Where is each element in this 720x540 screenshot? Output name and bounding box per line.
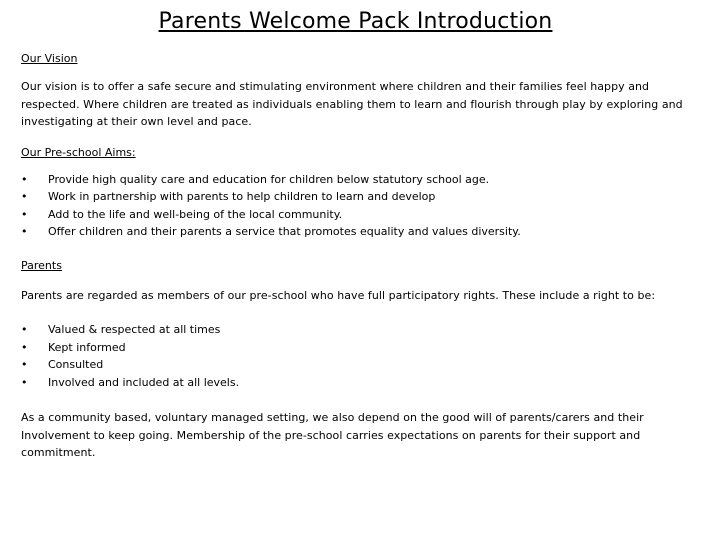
list-item bbox=[21, 206, 690, 224]
aims-heading: Our Pre-school Aims: bbox=[21, 145, 136, 159]
list-item-text: Consulted bbox=[48, 358, 104, 371]
list-item bbox=[21, 374, 690, 392]
list-item-text: Provide high quality care and education for children below statutory school age. bbox=[48, 172, 490, 186]
bullet-icon: • bbox=[21, 358, 28, 371]
list-item bbox=[21, 223, 690, 241]
bullet-icon: • bbox=[21, 190, 28, 203]
bullet-icon: • bbox=[21, 207, 28, 221]
bullet-icon: • bbox=[21, 340, 28, 354]
list-item bbox=[21, 356, 690, 374]
list-item-text: Involved and included at all levels. bbox=[48, 375, 240, 389]
rights-list bbox=[21, 321, 690, 391]
list-item-text: Add to the life and well-being of the local community. bbox=[48, 207, 343, 221]
list-item-text: Work in partnership with parents to help children to learn and develop bbox=[48, 190, 436, 203]
vision-paragraph: Our vision is to offer a safe secure and stimulating environment where children and their families feel happy and respected. Where children are treated as individuals enabling them to learn and flourish through play by exploring and investigating at their own level and pace. bbox=[21, 80, 683, 128]
vision-heading: Our Vision bbox=[21, 52, 78, 65]
list-item bbox=[21, 171, 690, 189]
list-item bbox=[21, 188, 690, 206]
list-item-text: Offer children and their parents a service that promotes equality and values diversity. bbox=[48, 225, 521, 238]
bullet-icon: • bbox=[21, 375, 28, 389]
parents-intro-paragraph: Parents are regarded as members of our pre-school who have full participatory rights. These include a right to be: bbox=[21, 288, 656, 302]
closing-paragraph: As a community based, voluntary managed setting, we also depend on the good will of parents/carers and their Involvement to keep going. Membership of the pre-school carries expectations on parents for their support and commitment. bbox=[21, 411, 644, 459]
aims-list bbox=[21, 171, 690, 241]
bullet-icon: • bbox=[21, 225, 28, 238]
list-item-text: Kept informed bbox=[48, 340, 126, 354]
list-item bbox=[21, 321, 690, 339]
bullet-icon: • bbox=[21, 172, 28, 186]
list-item-text: Valued & respected at all times bbox=[48, 323, 221, 336]
parents-heading: Parents bbox=[21, 258, 62, 272]
bullet-icon: • bbox=[21, 323, 28, 336]
list-item bbox=[21, 339, 690, 357]
page-title: Parents Welcome Pack Introduction bbox=[158, 9, 553, 34]
